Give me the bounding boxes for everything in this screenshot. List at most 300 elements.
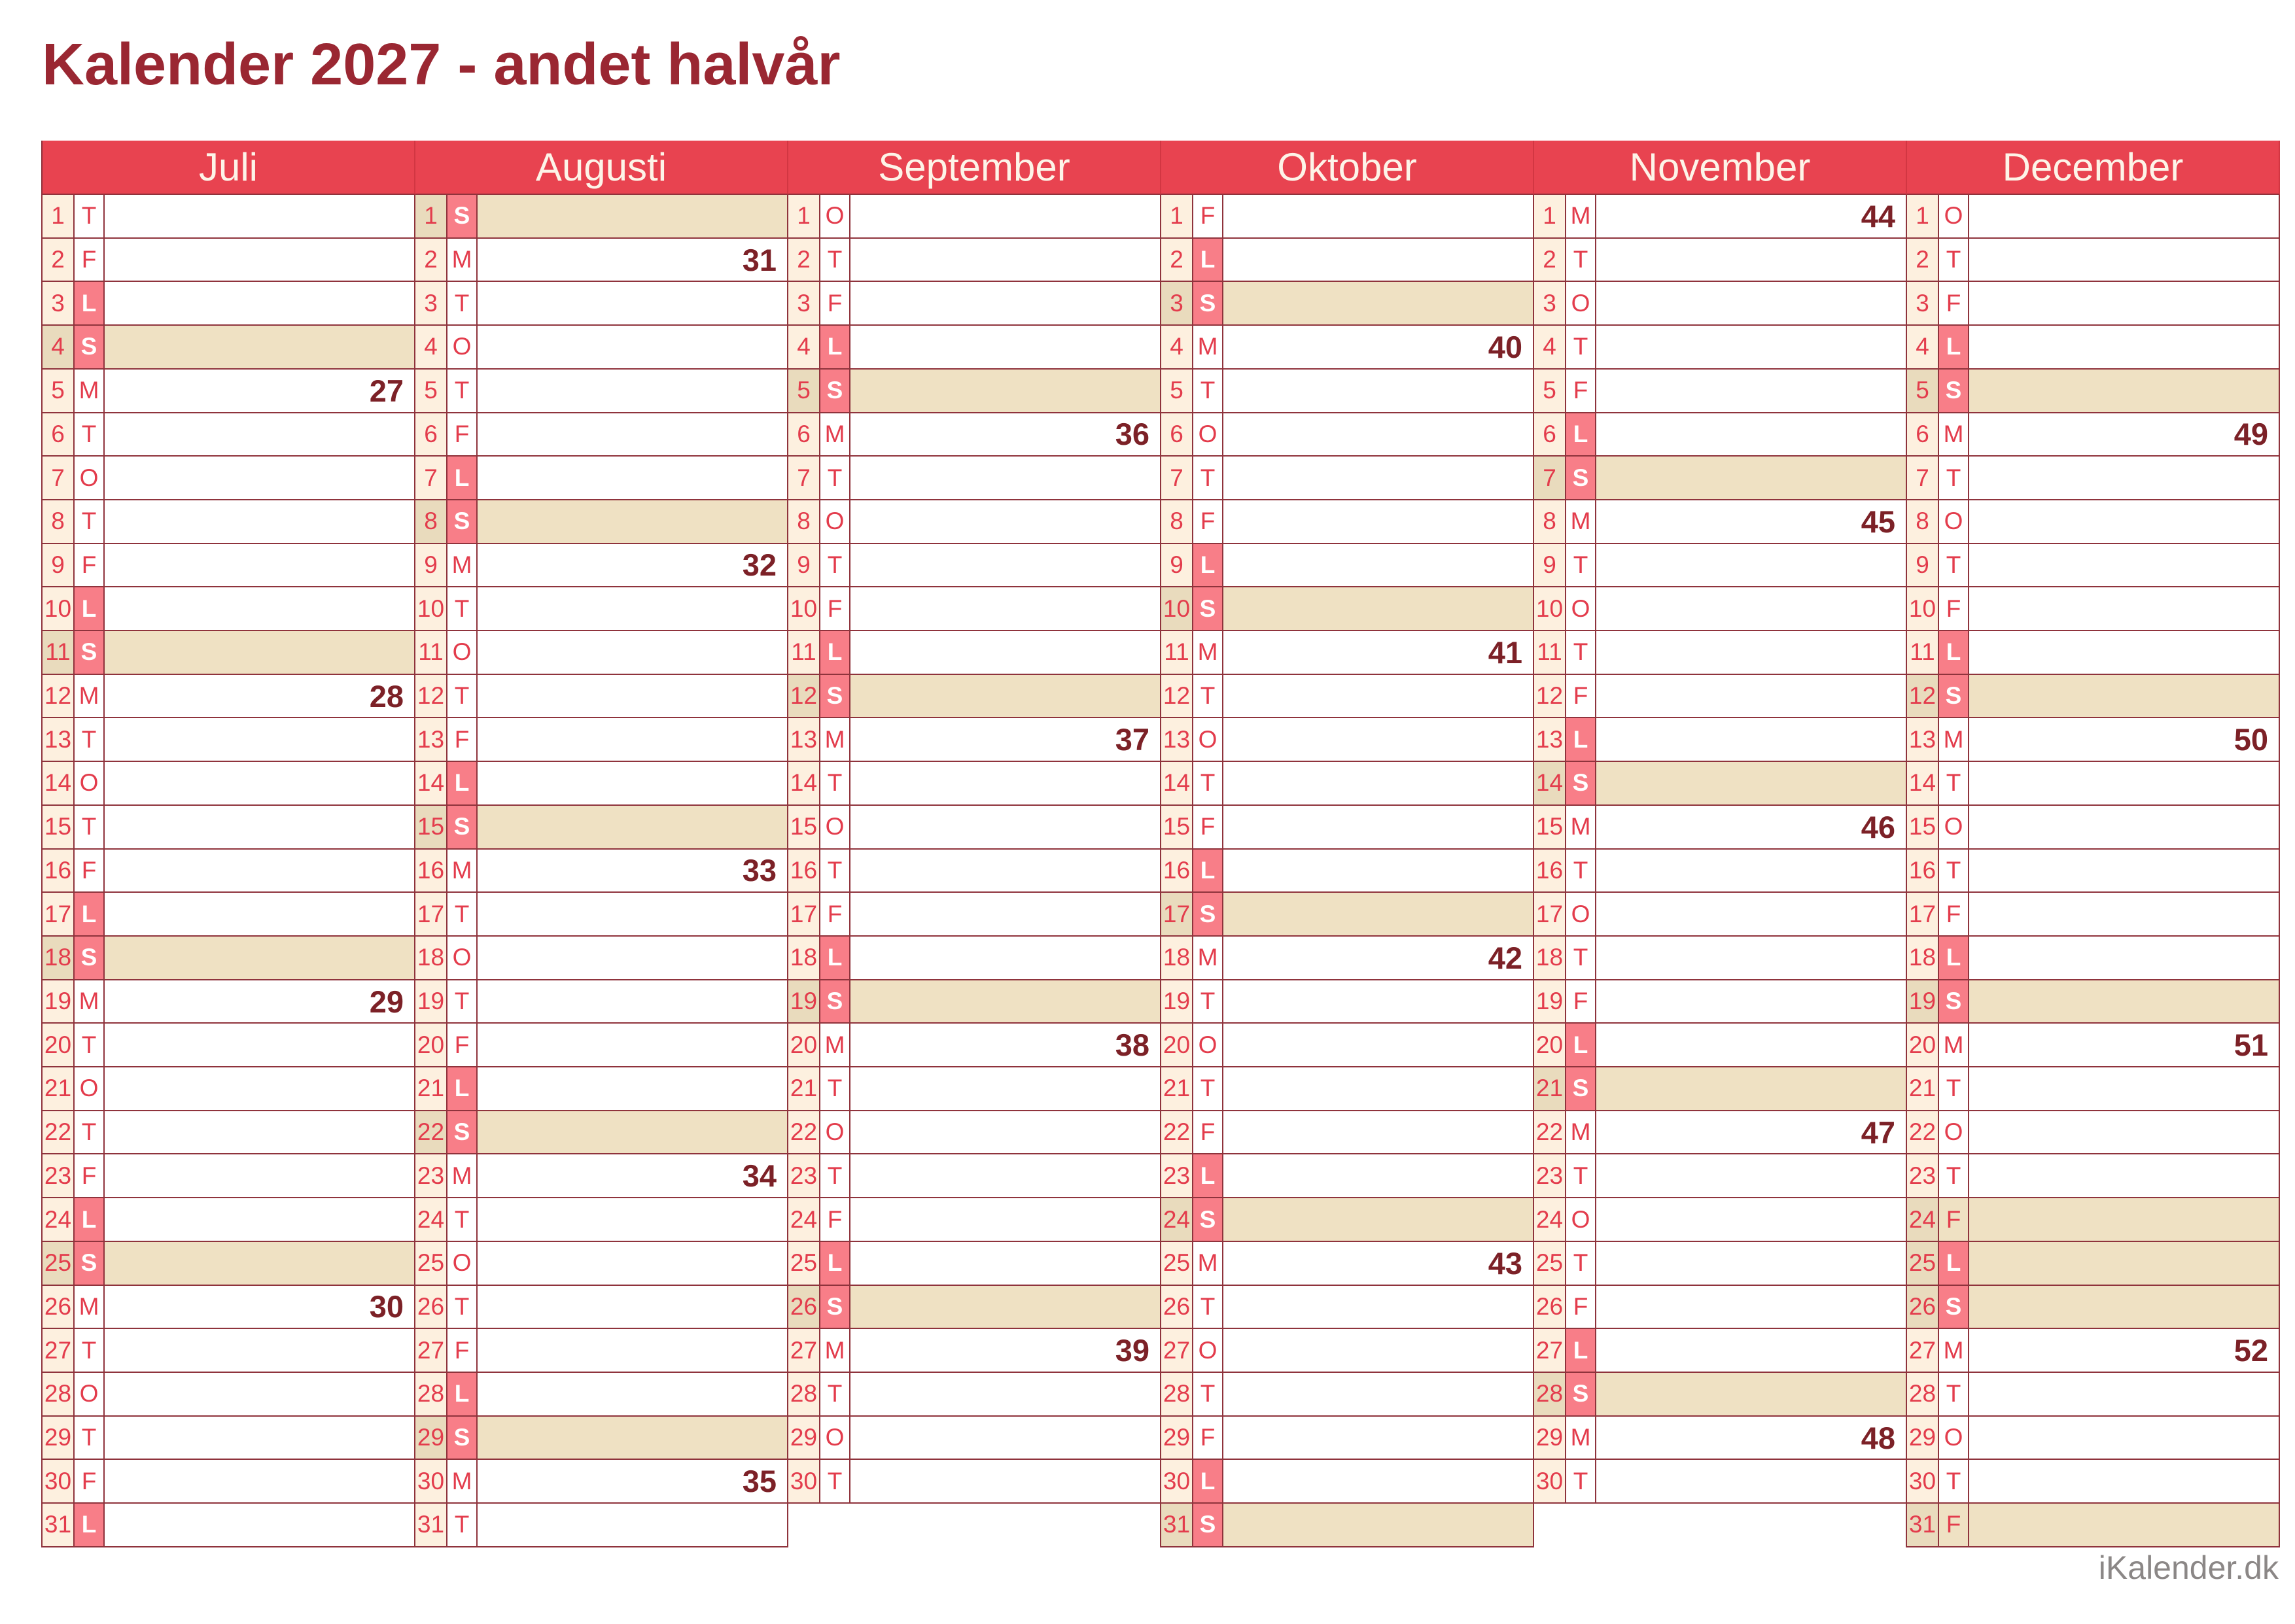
- day-number: 1: [43, 195, 75, 237]
- weekday-letter: L: [75, 282, 105, 324]
- day-row: [1534, 1024, 1906, 1067]
- weekday-letter: T: [1566, 937, 1596, 979]
- day-number: 12: [1534, 675, 1566, 717]
- weekday-letter: O: [1193, 718, 1223, 761]
- day-content: [1596, 544, 1906, 587]
- day-row: [415, 370, 787, 413]
- day-content: [1596, 370, 1906, 412]
- day-row: [43, 1460, 414, 1504]
- day-content: [1969, 1154, 2279, 1197]
- weekday-letter: O: [1939, 1111, 1969, 1154]
- weekday-letter: O: [1193, 1024, 1223, 1066]
- week-number: 33: [742, 853, 777, 888]
- weekday-letter: T: [75, 1024, 105, 1066]
- day-row: [415, 1198, 787, 1242]
- day-number: 4: [1534, 326, 1566, 368]
- weekday-letter: L: [75, 1198, 105, 1241]
- day-number: 5: [1907, 370, 1939, 412]
- day-content: [1969, 675, 2279, 717]
- weekday-letter: F: [447, 413, 478, 456]
- week-number: 51: [2234, 1028, 2268, 1063]
- weekday-letter: F: [820, 1198, 850, 1241]
- day-row: [415, 239, 787, 283]
- weekday-letter: T: [820, 850, 850, 892]
- weekday-letter: T: [1566, 544, 1596, 587]
- day-content: [850, 980, 1160, 1023]
- weekday-letter: S: [1193, 893, 1223, 935]
- day-content: [1223, 850, 1533, 892]
- day-row: [415, 587, 787, 631]
- weekday-letter: L: [1566, 1329, 1596, 1372]
- day-content: [850, 413, 1160, 456]
- day-number: 14: [43, 762, 75, 804]
- weekday-letter: O: [1566, 1198, 1596, 1241]
- day-content: [1223, 1111, 1533, 1154]
- weekday-letter: T: [1939, 239, 1969, 281]
- day-number: 4: [1907, 326, 1939, 368]
- day-number: 20: [43, 1024, 75, 1066]
- day-content: [1223, 1460, 1533, 1502]
- day-number: 15: [415, 806, 447, 848]
- day-number: 19: [43, 980, 75, 1023]
- weekday-letter: O: [1939, 500, 1969, 543]
- day-row: [1534, 544, 1906, 588]
- day-row: [1534, 457, 1906, 500]
- day-number: 24: [43, 1198, 75, 1241]
- day-number: 20: [415, 1024, 447, 1066]
- month-column-oktober: [1161, 141, 1534, 1547]
- weekday-letter: T: [447, 1198, 478, 1241]
- day-row: [1161, 1198, 1533, 1242]
- day-number: 6: [1534, 413, 1566, 456]
- day-row: [1907, 1198, 2279, 1242]
- week-number: 52: [2234, 1333, 2268, 1368]
- weekday-letter: L: [820, 326, 850, 368]
- weekday-letter: M: [1566, 500, 1596, 543]
- day-number: 8: [43, 500, 75, 543]
- weekday-letter: S: [1939, 980, 1969, 1023]
- weekday-letter: T: [820, 1373, 850, 1415]
- day-number: 11: [1534, 631, 1566, 674]
- week-number: 35: [742, 1464, 777, 1499]
- day-row: [1907, 762, 2279, 806]
- weekday-letter: T: [447, 587, 478, 630]
- day-number: 9: [43, 544, 75, 587]
- day-row: [788, 544, 1160, 588]
- day-number: 14: [415, 762, 447, 804]
- weekday-letter: O: [75, 1067, 105, 1110]
- day-row: [43, 1154, 414, 1198]
- weekday-letter: M: [447, 239, 478, 281]
- day-content: [1223, 1373, 1533, 1415]
- day-content: [478, 1329, 787, 1372]
- weekday-letter: O: [447, 937, 478, 979]
- day-content: [1223, 631, 1533, 674]
- day-content: [105, 850, 414, 892]
- day-content: [478, 1504, 787, 1546]
- day-number: 4: [415, 326, 447, 368]
- day-content: [850, 1154, 1160, 1197]
- weekday-letter: F: [1939, 282, 1969, 324]
- day-row: [415, 1504, 787, 1547]
- day-number: 5: [1534, 370, 1566, 412]
- day-content: [1596, 326, 1906, 368]
- weekday-letter: L: [447, 457, 478, 499]
- day-number: 30: [1534, 1460, 1566, 1502]
- day-number: 30: [788, 1460, 820, 1502]
- day-row: [788, 762, 1160, 806]
- footer-watermark: iKalender.dk: [2098, 1549, 2279, 1586]
- weekday-letter: F: [75, 850, 105, 892]
- day-row: [788, 1154, 1160, 1198]
- weekday-letter: F: [75, 544, 105, 587]
- day-content: [1969, 457, 2279, 499]
- day-number: 4: [1161, 326, 1193, 368]
- day-number: 13: [1907, 718, 1939, 761]
- day-content: [105, 195, 414, 237]
- day-row: [1907, 1024, 2279, 1067]
- day-content: [1596, 587, 1906, 630]
- weekday-letter: F: [1566, 1286, 1596, 1328]
- weekday-letter: F: [1939, 1198, 1969, 1241]
- week-number: 29: [369, 984, 404, 1019]
- day-content: [1223, 1198, 1533, 1241]
- day-content: [1596, 762, 1906, 804]
- day-number: 13: [415, 718, 447, 761]
- day-row: [43, 239, 414, 283]
- day-content: [478, 1373, 787, 1415]
- day-row: [788, 1067, 1160, 1111]
- day-row: [415, 326, 787, 370]
- day-content: [478, 239, 787, 281]
- day-row: [1907, 1242, 2279, 1286]
- day-number: 18: [1907, 937, 1939, 979]
- day-content: [1223, 370, 1533, 412]
- weekday-letter: S: [1566, 1067, 1596, 1110]
- day-content: [478, 1460, 787, 1502]
- day-row: [1161, 1067, 1533, 1111]
- week-number: 42: [1488, 940, 1522, 975]
- day-content: [850, 500, 1160, 543]
- day-row: [43, 282, 414, 326]
- weekday-letter: O: [75, 762, 105, 804]
- day-content: [1596, 282, 1906, 324]
- day-number: 21: [1907, 1067, 1939, 1110]
- day-row: [1161, 1024, 1533, 1067]
- day-row: [788, 1417, 1160, 1460]
- day-number: 4: [43, 326, 75, 368]
- week-number: 36: [1115, 417, 1149, 452]
- day-content: [1596, 500, 1906, 543]
- weekday-letter: T: [75, 806, 105, 848]
- day-content: [478, 544, 787, 587]
- day-number: 26: [1161, 1286, 1193, 1328]
- day-content: [1596, 1329, 1906, 1372]
- day-content: [1223, 937, 1533, 979]
- weekday-letter: L: [1939, 631, 1969, 674]
- day-row: [1534, 413, 1906, 457]
- day-content: [1223, 1417, 1533, 1459]
- day-row: [1534, 675, 1906, 719]
- day-row: [788, 850, 1160, 893]
- weekday-letter: T: [1939, 1373, 1969, 1415]
- day-row: [1907, 1329, 2279, 1373]
- day-content: [850, 1198, 1160, 1241]
- day-number: 30: [1161, 1460, 1193, 1502]
- day-content: [1596, 631, 1906, 674]
- weekday-letter: M: [1193, 326, 1223, 368]
- weekday-letter: T: [820, 457, 850, 499]
- day-number: 31: [43, 1504, 75, 1546]
- weekday-letter: T: [1566, 1242, 1596, 1285]
- day-number: 18: [1161, 937, 1193, 979]
- day-content: [478, 850, 787, 892]
- weekday-letter: O: [447, 1242, 478, 1285]
- day-row: [1161, 457, 1533, 500]
- weekday-letter: S: [1939, 1286, 1969, 1328]
- day-content: [1969, 718, 2279, 761]
- day-row: [1534, 370, 1906, 413]
- day-row: [1907, 1460, 2279, 1504]
- day-number: 22: [1907, 1111, 1939, 1154]
- day-content: [478, 675, 787, 717]
- day-number: 23: [1534, 1154, 1566, 1197]
- day-content: [105, 718, 414, 761]
- day-row: [1907, 195, 2279, 239]
- day-content: [850, 806, 1160, 848]
- day-row: [43, 587, 414, 631]
- day-number: 10: [43, 587, 75, 630]
- day-number: 3: [1161, 282, 1193, 324]
- day-row: [43, 1504, 414, 1547]
- day-content: [105, 1329, 414, 1372]
- day-content: [1596, 718, 1906, 761]
- day-row: [43, 675, 414, 719]
- day-row: [1907, 718, 2279, 762]
- page-title: Kalender 2027 - andet halvår: [42, 32, 841, 97]
- day-row: [43, 326, 414, 370]
- day-row: [43, 1024, 414, 1067]
- day-number: 27: [415, 1329, 447, 1372]
- weekday-letter: O: [820, 806, 850, 848]
- day-number: 6: [43, 413, 75, 456]
- day-row: [415, 937, 787, 980]
- weekday-letter: T: [1193, 370, 1223, 412]
- day-number: 19: [415, 980, 447, 1023]
- day-content: [1596, 457, 1906, 499]
- day-content: [850, 1067, 1160, 1110]
- day-row: [415, 1154, 787, 1198]
- day-row: [1907, 937, 2279, 980]
- day-row: [788, 893, 1160, 937]
- day-content: [850, 937, 1160, 979]
- day-row: [788, 1242, 1160, 1286]
- day-row: [1534, 1460, 1906, 1504]
- day-content: [1223, 1329, 1533, 1372]
- day-number: 17: [788, 893, 820, 935]
- weekday-letter: M: [820, 1329, 850, 1372]
- day-content: [850, 1111, 1160, 1154]
- day-number: 27: [1534, 1329, 1566, 1372]
- day-number: 7: [43, 457, 75, 499]
- day-number: 17: [1907, 893, 1939, 935]
- day-number: 13: [43, 718, 75, 761]
- day-number: 23: [415, 1154, 447, 1197]
- day-content: [478, 587, 787, 630]
- month-column-juli: [43, 141, 415, 1547]
- day-number: 8: [1161, 500, 1193, 543]
- day-content: [1969, 1198, 2279, 1241]
- weekday-letter: O: [1939, 1417, 1969, 1459]
- day-content: [105, 1154, 414, 1197]
- day-content: [1969, 1024, 2279, 1066]
- day-content: [1596, 893, 1906, 935]
- weekday-letter: M: [1939, 413, 1969, 456]
- day-row: [788, 587, 1160, 631]
- weekday-letter: F: [1566, 980, 1596, 1023]
- day-number: 14: [1907, 762, 1939, 804]
- day-row: [788, 718, 1160, 762]
- weekday-letter: T: [1939, 850, 1969, 892]
- day-number: 3: [43, 282, 75, 324]
- week-number: 43: [1488, 1245, 1522, 1281]
- day-row: [1161, 239, 1533, 283]
- week-number: 49: [2234, 417, 2268, 452]
- weekday-letter: T: [1939, 1154, 1969, 1197]
- day-content: [478, 413, 787, 456]
- day-row: [415, 1460, 787, 1504]
- day-content: [850, 587, 1160, 630]
- day-number: 5: [43, 370, 75, 412]
- weekday-letter: S: [1193, 1504, 1223, 1546]
- day-content: [850, 1417, 1160, 1459]
- day-number: 12: [788, 675, 820, 717]
- weekday-letter: M: [1566, 1417, 1596, 1459]
- weekday-letter: F: [1566, 675, 1596, 717]
- day-number: 5: [415, 370, 447, 412]
- day-content: [105, 239, 414, 281]
- weekday-letter: F: [1193, 1417, 1223, 1459]
- week-number: 39: [1115, 1333, 1149, 1368]
- day-number: 13: [1534, 718, 1566, 761]
- day-content: [1969, 937, 2279, 979]
- weekday-letter: O: [1939, 806, 1969, 848]
- day-number: 17: [1534, 893, 1566, 935]
- day-content: [105, 370, 414, 412]
- weekday-letter: O: [820, 1417, 850, 1459]
- day-content: [105, 282, 414, 324]
- day-row: [1161, 850, 1533, 893]
- weekday-letter: T: [447, 1286, 478, 1328]
- day-row: [1161, 1329, 1533, 1373]
- day-content: [1969, 980, 2279, 1023]
- weekday-letter: M: [1939, 718, 1969, 761]
- day-row: [1534, 239, 1906, 283]
- weekday-letter: T: [75, 195, 105, 237]
- day-number: 15: [1907, 806, 1939, 848]
- weekday-letter: F: [1939, 1504, 1969, 1546]
- day-row: [1907, 675, 2279, 719]
- day-number: 8: [788, 500, 820, 543]
- day-row: [43, 850, 414, 893]
- month-column-augusti: [415, 141, 788, 1547]
- day-number: 16: [1907, 850, 1939, 892]
- day-content: [850, 1286, 1160, 1328]
- day-row: [1907, 1111, 2279, 1155]
- day-content: [478, 1067, 787, 1110]
- day-row: [415, 1286, 787, 1330]
- day-number: 25: [1907, 1242, 1939, 1285]
- weekday-letter: T: [1193, 980, 1223, 1023]
- weekday-letter: S: [75, 1242, 105, 1285]
- day-number: 12: [1907, 675, 1939, 717]
- weekday-letter: T: [1939, 544, 1969, 587]
- day-number: 24: [415, 1198, 447, 1241]
- week-number: 28: [369, 678, 404, 714]
- day-content: [1969, 631, 2279, 674]
- day-number: 24: [1161, 1198, 1193, 1241]
- day-content: [1596, 937, 1906, 979]
- day-row: [788, 239, 1160, 283]
- day-number: 6: [415, 413, 447, 456]
- day-row: [43, 1286, 414, 1330]
- day-content: [850, 1373, 1160, 1415]
- weekday-letter: S: [75, 326, 105, 368]
- day-number: 17: [1161, 893, 1193, 935]
- day-content: [105, 413, 414, 456]
- day-row: [788, 1111, 1160, 1155]
- weekday-letter: L: [1193, 1154, 1223, 1197]
- weekday-letter: S: [820, 980, 850, 1023]
- day-row: [415, 413, 787, 457]
- day-number: 21: [43, 1067, 75, 1110]
- day-number: 22: [788, 1111, 820, 1154]
- day-number: 16: [415, 850, 447, 892]
- weekday-letter: T: [1566, 850, 1596, 892]
- day-number: 23: [788, 1154, 820, 1197]
- day-row: [1161, 937, 1533, 980]
- weekday-letter: T: [75, 1417, 105, 1459]
- day-row: [43, 457, 414, 500]
- day-content: [1596, 1242, 1906, 1285]
- day-content: [850, 850, 1160, 892]
- weekday-letter: M: [75, 675, 105, 717]
- day-row: [1534, 762, 1906, 806]
- day-row: [1534, 937, 1906, 980]
- day-number: 12: [415, 675, 447, 717]
- weekday-letter: M: [1566, 195, 1596, 237]
- weekday-letter: F: [75, 1460, 105, 1502]
- day-content: [105, 1417, 414, 1459]
- day-content: [105, 326, 414, 368]
- day-content: [850, 195, 1160, 237]
- day-number: 29: [1161, 1417, 1193, 1459]
- day-number: 9: [1161, 544, 1193, 587]
- weekday-letter: T: [75, 1329, 105, 1372]
- day-content: [1969, 239, 2279, 281]
- weekday-letter: S: [1193, 587, 1223, 630]
- day-number: 18: [415, 937, 447, 979]
- weekday-letter: S: [1939, 675, 1969, 717]
- day-number: 22: [1161, 1111, 1193, 1154]
- week-number: 31: [742, 242, 777, 277]
- day-number: 9: [788, 544, 820, 587]
- day-content: [1596, 850, 1906, 892]
- day-number: 9: [1534, 544, 1566, 587]
- day-number: 27: [43, 1329, 75, 1372]
- day-number: 29: [1534, 1417, 1566, 1459]
- day-row: [1161, 1242, 1533, 1286]
